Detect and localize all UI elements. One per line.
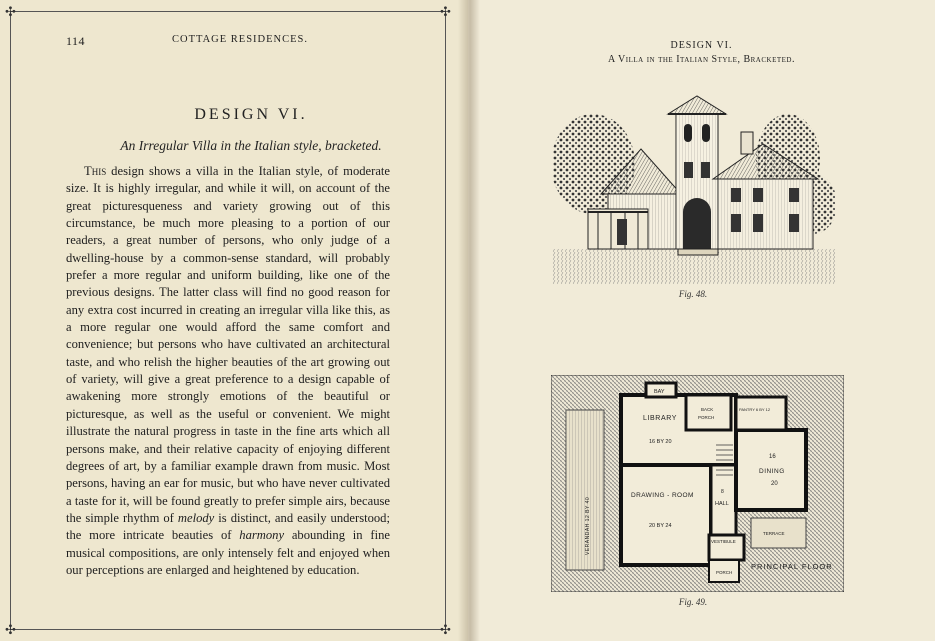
figure-48-caption: Fig. 48. — [678, 289, 708, 299]
body-text-3: abounding in fine musical compositions, are only intensely felt and enjoyed when our perceptions are enlarged and heightened by education. — [66, 528, 390, 577]
em-harmony: harmony — [239, 528, 285, 543]
plan-label-library-size: 16 BY 20 — [649, 439, 672, 445]
plan-label-pantry: PANTRY 6 BY 12 — [739, 407, 771, 412]
plan-label-porch-word: PORCH — [698, 415, 715, 420]
ornament-icon: ✣ — [5, 622, 16, 637]
plan-label-bay: BAY — [654, 389, 665, 395]
figure-49-caption: Fig. 49. — [678, 597, 708, 607]
plan-label-hall: HALL — [715, 501, 729, 507]
plan-label-dining-num: 16 — [769, 454, 776, 460]
design-title: DESIGN VI. — [194, 106, 308, 123]
left-rule — [10, 11, 11, 629]
design-subtitle: An Irregular Villa in the Italian style, bracketed. — [120, 138, 382, 153]
bottom-rule — [10, 629, 446, 630]
ornament-icon: ✣ — [5, 4, 16, 19]
villa-engraving — [553, 84, 835, 284]
floor-plan — [551, 375, 844, 592]
body-first-word: This — [84, 164, 107, 178]
ornament-icon: ✣ — [440, 622, 451, 637]
right-rule — [445, 11, 446, 629]
plan-label-back: BACK — [701, 407, 714, 412]
running-title: COTTAGE RESIDENCES. — [172, 34, 308, 45]
top-rule — [10, 11, 446, 12]
plan-label-porch: PORCH — [716, 570, 733, 575]
plan-label-drawing-room: DRAWING - ROOM — [631, 492, 694, 499]
plan-label-drawing-size: 20 BY 24 — [649, 523, 672, 529]
plan-label-verandah: VERANDAH 12 BY 40 — [585, 496, 591, 555]
em-melody: melody — [177, 510, 215, 525]
body-text-1: design shows a villa in the Italian style, of moderate size. It is highly irregular, and while it will, on account of the great picturesqueness and variety growing out of this circumstance, be much more pleasing to a portion of our readers, a great number of persons, who only judge of a dwelling-house by a common-sense standard, will probably prefer a more regular and uniform building, like one of the previous designs. The latter class will find no good reason for any extra cost incurred in creating an irregular villa like this, as a more regular one would afford the same comfort and convenience; but persons who have cultivated an architectural taste, and who relish the higher beauties of the art growing out of variety, will give a great preference to a design capable of awakening more strongly emotions of the beautiful or picturesque, as well as the useful or convenient. We might illustrate the natural progress in taste in the fine arts which all persons make, and their relative capacity of enjoying different degrees of art, by a familiar example drawn from music. Most persons, having an ear for music, but who have never cultivated a taste for it, will be found greatly to prefer simple airs, because the simple rhythm of — [66, 164, 390, 525]
plan-label-terrace: TERRACE — [763, 531, 785, 536]
plan-label-library: LIBRARY — [643, 415, 678, 422]
book-gutter — [458, 0, 480, 641]
figure-subheading: A Villa in the Italian Style, Bracketed. — [608, 54, 795, 65]
body-text-2: is distinct, and easily understood; the more intricate beauties of — [66, 510, 390, 543]
plan-label-hall-num: 8 — [721, 489, 724, 495]
figure-heading: DESIGN VI. — [670, 40, 733, 51]
plan-label-principal-floor: PRINCIPAL FLOOR — [751, 562, 833, 571]
body-paragraph — [66, 163, 390, 579]
ornament-icon: ✣ — [440, 4, 451, 19]
plan-label-vestibule: VESTIBULE — [711, 539, 736, 544]
plan-label-dining: DINING — [759, 468, 785, 475]
page-number: 114 — [66, 34, 86, 48]
plan-label-dining-num2: 20 — [771, 481, 778, 487]
